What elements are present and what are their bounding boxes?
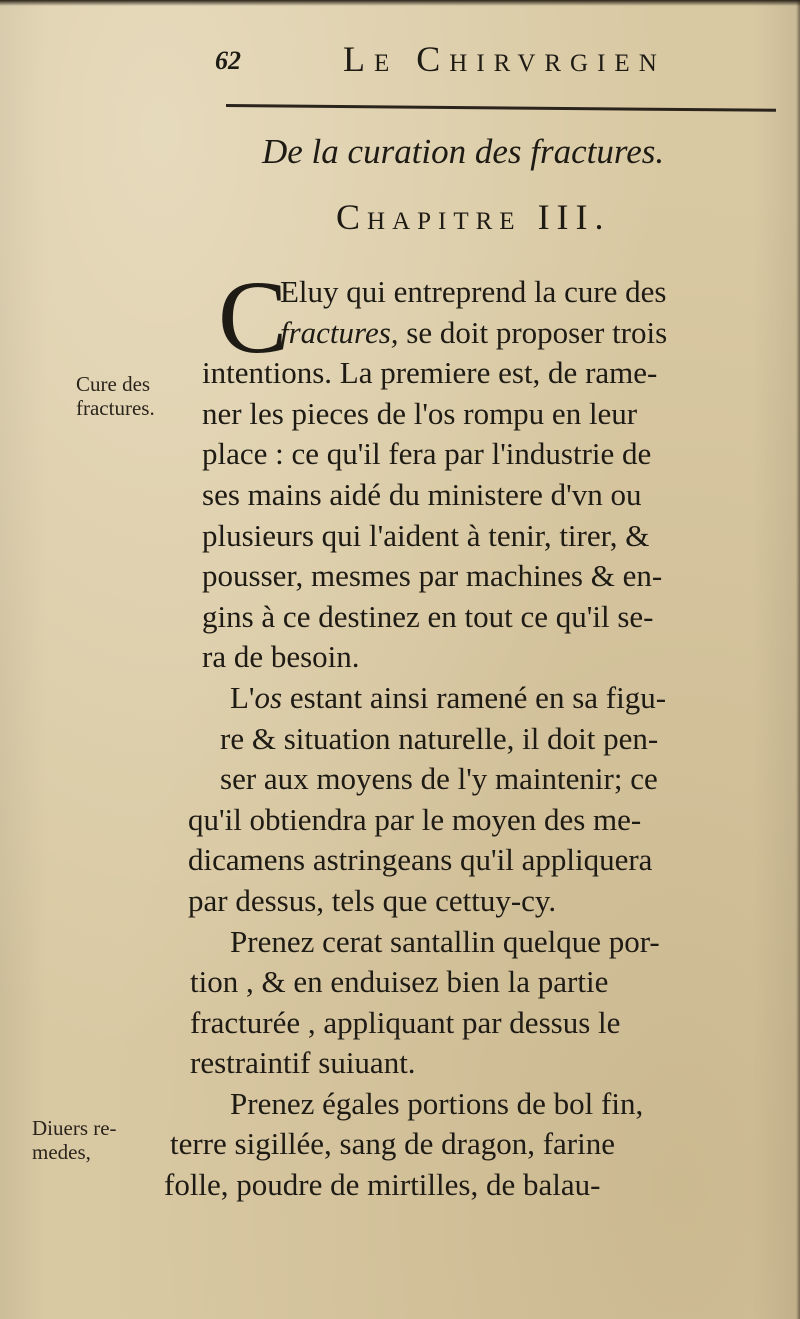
margin-note-line: Cure des (76, 372, 151, 396)
text-line (160, 678, 780, 719)
text-line: ner les pieces de l'os rompu en leur (202, 395, 638, 431)
text-line: place : ce qu'il fera par l'industrie de (202, 436, 652, 472)
text-line: Prenez cerat santallin quelque por- (230, 923, 660, 959)
text-line: re & situation naturelle, il doit pen- (220, 720, 659, 756)
page-right-shadow (796, 0, 800, 1319)
text-line: tion , & en enduisez bien la partie (190, 964, 609, 1000)
paragraph-2 (160, 678, 780, 922)
text-span: se doit proposer trois (398, 314, 668, 350)
text-line: restraintif suiuant. (190, 1045, 416, 1081)
text-line: ser aux moyens de l'y maintenir; ce (220, 761, 658, 797)
italic-word: os (254, 679, 283, 715)
text-line: ses mains aidé du ministere d'vn ou (202, 476, 642, 512)
running-head: Le Chirvrgien (343, 39, 666, 79)
text-span: estant ainsi ramené en sa figu- (282, 679, 667, 715)
paragraph-3 (160, 922, 780, 1084)
margin-note-line: medes, (32, 1140, 91, 1164)
text-line: pousser, mesmes par machines & en- (202, 558, 663, 594)
body-text (160, 260, 780, 1206)
page-header (215, 38, 695, 88)
text-line: Prenez égales portions de bol fin, (230, 1085, 644, 1121)
text-line: Eluy qui entreprend la cure des (280, 274, 667, 309)
text-line: qu'il obtiendra par le moyen des me- (188, 801, 642, 837)
text-line: gins à ce destinez en tout ce qu'il se- (202, 598, 654, 634)
chapter-title: Chapitre III. (336, 197, 611, 237)
text-line: fracturée , appliquant par dessus le (190, 1004, 621, 1040)
page-top-shadow (0, 0, 800, 6)
paragraph-4 (160, 1084, 780, 1206)
paragraph-1 (160, 260, 780, 678)
drop-cap: C (218, 260, 288, 375)
header-rule (226, 104, 776, 112)
text-line: folle, poudre de mirtilles, de balau- (164, 1167, 601, 1203)
page-number: 62 (215, 46, 241, 75)
text-line: par dessus, tels que cettuy-cy. (188, 882, 557, 918)
text-line: ra de besoin. (202, 639, 360, 675)
italic-word: fractures, (280, 314, 399, 350)
margin-note-line: fractures. (76, 396, 155, 420)
section-title: De la curation des fractures. (262, 132, 665, 171)
margin-note-remedes (32, 1116, 117, 1164)
text-span: L' (230, 679, 255, 715)
margin-note-line: Diuers re- (32, 1116, 117, 1140)
text-line: dicamens astringeans qu'il appliquera (188, 842, 653, 878)
text-line: intentions. La premiere est, de rame- (202, 355, 658, 391)
text-line: plusieurs qui l'aident à tenir, tirer, & (202, 517, 650, 553)
margin-note-cure (76, 372, 155, 420)
text-line: terre sigillée, sang de dragon, farine (170, 1126, 616, 1162)
